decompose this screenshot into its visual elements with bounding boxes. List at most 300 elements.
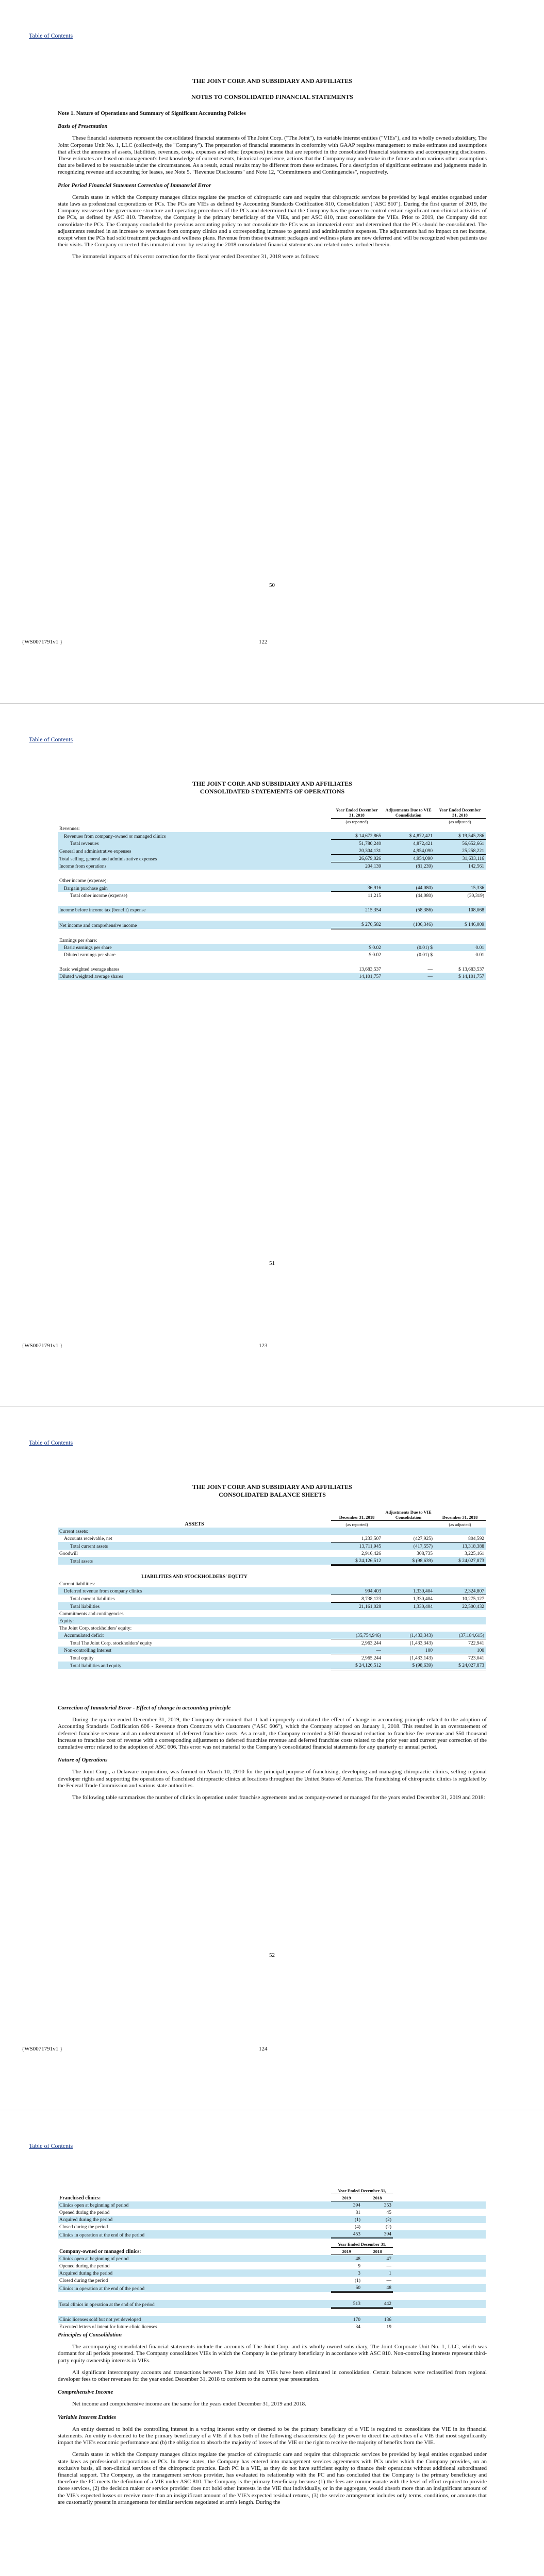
table-row [58, 2300, 486, 2308]
notes-title: NOTES TO CONSOLIDATED FINANCIAL STATEMENTS [191, 93, 353, 100]
row-label: Opened during the period [59, 2264, 110, 2269]
table-row [58, 1610, 486, 1617]
row-value [434, 870, 486, 877]
row-value: 14,101,757 [331, 973, 383, 980]
table-row [58, 929, 486, 937]
table-row [58, 870, 486, 877]
table-row [58, 1632, 486, 1639]
company-heading: THE JOINT CORP. AND SUBSIDIARY AND AFFILIATES [192, 780, 352, 787]
row-value: 47 [362, 2255, 393, 2263]
row-value: (37,184,615) [434, 1632, 486, 1639]
table-row [58, 913, 486, 921]
row-value: $ 19,545,286 [434, 832, 486, 840]
row-value: 2,916,426 [361, 1551, 381, 1556]
row-value: 11,215 [331, 892, 383, 900]
row-label: Total clinics in operation at the end of the period [58, 2300, 331, 2308]
row-label: Total current assets [58, 1542, 331, 1550]
table-row [58, 1535, 486, 1543]
row-value: 1,330,404 [383, 1595, 434, 1602]
row-label [58, 1565, 331, 1573]
row-value: (2) [385, 2225, 391, 2230]
nature-heading: Nature of Operations [58, 1757, 108, 1764]
row-value: (58,386) [383, 906, 434, 913]
table-row [58, 832, 486, 840]
table-row [58, 1662, 486, 1670]
page-4 [0, 2110, 544, 2576]
row-value: 513 [331, 2300, 362, 2308]
row-value [331, 1610, 383, 1617]
row-value: 4,954,090 [383, 847, 434, 855]
row-label: Basic weighted average shares [59, 967, 120, 972]
row-label: Acquired during the period [58, 2216, 331, 2223]
row-value: 10,275,127 [434, 1595, 486, 1602]
row-value: 1,330,404 [383, 1587, 434, 1595]
prior-period-heading: Prior Period Financial Statement Correction of Immaterial Error [58, 182, 211, 189]
row-value [383, 929, 434, 937]
table-row [58, 1542, 486, 1550]
col-subheader [383, 1521, 434, 1528]
row-value [383, 958, 434, 965]
comprehensive-text: Net income and comprehensive income are the same for the years ended December 31, 2019 and 2018. [72, 2401, 306, 2408]
col-subheader [383, 819, 434, 825]
row-value [383, 937, 434, 944]
company-heading: THE JOINT CORP. AND SUBSIDIARY AND AFFILIATES [192, 77, 352, 84]
row-value: 142,561 [434, 862, 486, 870]
row-value: 4,872,421 [383, 840, 434, 848]
table-row [58, 1654, 486, 1662]
row-value [434, 825, 486, 832]
table-row [58, 1573, 486, 1580]
row-value: (44,080) [383, 884, 434, 892]
table-row [58, 2201, 486, 2209]
row-label: Non-controlling Interest [58, 1647, 331, 1654]
row-value: 1,330,404 [383, 1602, 434, 1610]
row-value: 22,500,432 [434, 1602, 486, 1610]
table-row [58, 973, 486, 980]
table-row [58, 825, 486, 832]
correction-heading: Correction of Immaterial Error - Effect of change in accounting principle [58, 1705, 231, 1711]
row-value: — [331, 1647, 383, 1654]
col-header: Adjustments Due to VIE Consolidation [383, 1509, 434, 1521]
row-value: $ 24,126,512 [331, 1557, 383, 1565]
table-row [58, 1639, 486, 1647]
nature-text: The Joint Corp., a Delaware corporation, was formed on March 10, 2010 for the principal purpose of franchising, developing and managing chiropractic clinics, selling regional developer rights and supporting the operations of franchised chiropractic clinics at locations throughout the United States of America. The franchising of chiropractic clinics is regulated by the Federal Trade Commission and various state authorities. [58, 1769, 487, 1789]
row-value [331, 899, 383, 906]
row-value: 31,633,116 [434, 855, 486, 862]
row-value [383, 1565, 434, 1573]
row-label: Basic earnings per share [58, 944, 331, 951]
row-label [58, 929, 331, 937]
comprehensive-heading: Comprehensive Income [58, 2389, 113, 2396]
row-label: Total revenues [58, 840, 331, 848]
row-value [331, 958, 383, 965]
row-value [383, 1624, 434, 1632]
table-row [58, 1565, 486, 1573]
row-value [331, 825, 383, 832]
col-header: December 31, 2018 [434, 1509, 486, 1521]
table-row [58, 892, 486, 900]
row-label: Diluted weighted average shares [58, 973, 331, 980]
row-value: 13,683,537 [359, 967, 381, 972]
table-row [58, 1550, 486, 1557]
row-label: Equity: [58, 1617, 331, 1624]
row-label: Net income and comprehensive income [58, 921, 331, 929]
col-header: Adjustments Due to VIE Consolidation [383, 807, 434, 819]
summary-text: The following table summarizes the number of clinics in operation under franchise agreements and as company-owned or managed for the years ended December 31, 2019 and 2018: [72, 1794, 485, 1801]
company-clinics-heading: Company-owned or managed clinics: [59, 2248, 141, 2255]
row-label: Current assets: [58, 1528, 331, 1535]
table-row [58, 1580, 486, 1587]
row-value: 1 [362, 2269, 393, 2277]
col-header: Year Ended December 31, 2018 [434, 807, 486, 819]
row-value: 25,258,221 [434, 847, 486, 855]
table-row [58, 2230, 486, 2239]
row-value: $ (98,639) [383, 1557, 434, 1565]
row-value: (0.01) $ [383, 944, 434, 951]
table-row [58, 1617, 486, 1624]
table-row [58, 1587, 486, 1595]
row-value [383, 1528, 434, 1535]
row-label: Total current liabilities [70, 1597, 115, 1602]
page-2 [0, 704, 544, 1406]
row-value: 2,963,244 [331, 1639, 383, 1647]
row-value: $ 24,027,873 [434, 1557, 486, 1565]
row-label: Other income (expense): [59, 878, 108, 884]
row-label: Deferred revenue from company clinics [58, 1587, 331, 1595]
row-value [434, 1528, 486, 1535]
table-row [58, 921, 486, 929]
row-label: Income before income tax (benefit) expense [58, 906, 331, 913]
row-label [58, 899, 331, 906]
row-value: 56,652,661 [434, 840, 486, 848]
row-value: 136 [362, 2316, 393, 2323]
page-number: 52 [269, 1952, 275, 1958]
principles-heading: Principles of Consolidation [58, 2332, 122, 2338]
row-value: (0.01) $ [417, 953, 433, 958]
footer-doc-id: {WS0071791v1 } [22, 2046, 63, 2052]
row-value: 994,403 [331, 1587, 383, 1595]
footer-number: 123 [259, 1343, 268, 1349]
row-label: Goodwill [59, 1551, 78, 1556]
row-label: Clinics in operation at the end of the period [58, 2284, 331, 2292]
table-row [58, 2269, 486, 2277]
table-row [58, 2223, 486, 2230]
row-label: Total liabilities and equity [58, 1662, 331, 1670]
table-row [58, 855, 486, 862]
vie-text-2: Certain states in which the Company manages clinics regulate the practice of chiropractic care and require that chiropractic services be provided by legal entities organized under state laws as professional corporations or PCs. In these states, the Company has entered into management services agreements with PCs under which the Company provides, on an exclusive basis, all non-clinical services of the chiropractic practice. Each PC is a VIE, as they do not have sufficient equity to finance their operations without additional subordinated financial support. The Company, as the management services provider, has evaluated its relationship with the PC and has concluded that the Company is the primary beneficiary and therefore the PC meets the definition of a VIE under ASC 810. The Company is the primary beneficiary because (1) the fees are commensurate with the level of effort required to provide those services, (2) the decision maker or service provider does not hold other interests in the VIE that individually, or in the aggregate, would absorb more than an insignificant amount of the VIE's expected losses or receive more than an insignificant amount of the VIE's expected residual returns, (3) the service arrangement includes only terms, conditions, or amounts that are customarily present in arrangements for similar services negotiated at arm's length. During the [58, 2451, 487, 2505]
assets-heading: ASSETS [185, 1521, 204, 1527]
row-value: (427,925) [413, 1536, 433, 1541]
row-value: 0.01 [475, 953, 484, 958]
table-row [58, 958, 486, 965]
row-value [383, 1610, 434, 1617]
table-row [58, 862, 486, 870]
row-value: 48 [362, 2284, 393, 2292]
table-row [58, 2284, 486, 2292]
row-label: Current liabilities: [59, 1581, 95, 1587]
row-label: Total liabilities [58, 1602, 331, 1610]
row-value: (30,319) [434, 892, 486, 900]
row-value [331, 1565, 383, 1573]
row-value [434, 1573, 486, 1580]
row-value: (4) [354, 2225, 360, 2230]
row-label: Clinic licenses sold but not yet developed [58, 2316, 331, 2323]
row-label: Commitments and contingencies [59, 1611, 124, 1617]
row-value: 394 [362, 2230, 393, 2239]
table-row [58, 965, 486, 973]
franchise-heading: Franchised clinics: [59, 2195, 101, 2201]
row-label: General and administrative expenses [58, 847, 331, 855]
row-value [331, 937, 383, 944]
row-label: Accumulated deficit [58, 1632, 331, 1639]
row-value: $ 0.02 [369, 953, 381, 958]
row-value: 9 [358, 2264, 360, 2269]
row-value [383, 899, 434, 906]
row-value [331, 929, 383, 937]
table-row [58, 2277, 486, 2284]
row-value: — [383, 973, 434, 980]
row-value [331, 877, 383, 884]
row-label [58, 958, 331, 965]
table-row [58, 951, 486, 958]
row-value: 51,780,240 [331, 840, 383, 848]
row-label: Revenues: [59, 826, 80, 832]
row-value: $ 146,009 [434, 921, 486, 929]
row-value: 442 [362, 2300, 393, 2308]
table-row [58, 1602, 486, 1610]
row-value [434, 958, 486, 965]
row-value [434, 1580, 486, 1587]
table-row [58, 899, 486, 906]
vie-text: An entity deemed to hold the controlling interest in a voting interest entity or deemed to be the primary beneficiary of a VIE is required to consolidate the VIE in its financial statements. An entity is deemed to be the primary beneficiary of a VIE if it has both of the following characteristics: (a) the power to direct the activities of a VIE that most significantly impact the VIE's economic performance and (b) the obligation to absorb the majority of losses of the VIE or the right to receive the majority of benefits from the VIE. [58, 2426, 487, 2446]
row-value: 36,916 [331, 884, 383, 892]
table-row [58, 1624, 486, 1632]
row-value: 353 [362, 2201, 393, 2209]
footer-number: 122 [259, 639, 268, 645]
impact-text: The immaterial impacts of this error correction for the fiscal year ended December 31, 2018 were as follows: [72, 253, 320, 260]
row-value: $ 24,027,873 [434, 1662, 486, 1670]
row-value [383, 877, 434, 884]
operations-table [58, 807, 486, 980]
row-value: 804,592 [468, 1536, 484, 1541]
row-value [331, 1580, 383, 1587]
principles-text-2: All significant intercompany accounts and transactions between The Joint and its VIEs have been eliminated in consolidation. Certain balances were reclassified from regional developer fees to other revenues for the year ended December 31, 2018 to conform to the current year presentation. [58, 2369, 487, 2383]
row-value [434, 1565, 486, 1573]
row-value: $ 4,872,421 [383, 832, 434, 840]
row-label: Bargain purchase gain [58, 884, 331, 892]
table-row [58, 1595, 486, 1602]
row-value [331, 1573, 383, 1580]
row-value [383, 825, 434, 832]
row-label: Total selling, general and administrative expenses [58, 855, 331, 862]
row-value [331, 1624, 383, 1632]
table-row [58, 1557, 486, 1565]
basis-text: These financial statements represent the consolidated financial statements of The Joint Corp. ("The Joint"), its variable interest entities ("VIEs"), and its wholly owned subsidiary, The Joint Corporate Unit No. 1, LLC (collectively, the "Company"). The preparation of financial statements in conformity with GAAP requires management to make estimates and assumptions that affect the amounts of assets, liabilities, revenues, costs, expenses and other (expenses) income that are reported in the consolidated financial statements and accompanying disclosures. These estimates are based on management's best knowledge of current events, historical experience, actions that the Company may undertake in the future and on various other assumptions that are believed to be reasonable under the circumstances. As a result, actual results may be different from these estimates. For a description of significant estimates and judgments made in recognizing revenue and accounting for leases, see Note 5, "Revenue Disclosures" and Note 12, "Commitments and Contingencies", respectively. [58, 135, 487, 176]
row-value: (1,433,143) [383, 1654, 434, 1662]
row-label: Executed letters of intent for future clinic licenses [59, 2325, 157, 2330]
correction-text: During the quarter ended December 31, 2019, the Company determined that it had improperly calculated the effect of change in accounting principle related to the adoption of Accounting Standards Codification 606 - Revenue from Contracts with Customers ("ASC 606"), which the Company adopted on January 1, 2018. This resulted in an overstatement of deferred franchise revenue and an understatement of deferred franchise costs. As a result, the Company recorded a $150 thousand reduction to franchise fee revenue and $50 thousand increase to franchise cost of revenue with a corresponding adjustment to deferred franchise revenue and deferred franchise costs related to the prior year and current year correction of the cumulative error related to the adoption of ASC 606. This error was not material to the Company's consolidated financial statements for any quarterly or annual period. [58, 1717, 487, 1751]
toc-link[interactable]: Table of Contents [29, 32, 73, 39]
row-value: 15,336 [434, 884, 486, 892]
year-col: 2018 [362, 2248, 393, 2255]
principles-text: The accompanying consolidated financial statements include the accounts of The Joint Corp. and its wholly owned subsidiary, The Joint Corporate Unit No. 1, LLC, which was dormant for all periods presented. The Company consolidates VIEs in which the Company is the primary beneficiary in accordance with ASC 810. Non-controlling interests represent third-party equity ownership interests in VIEs. [58, 2344, 487, 2364]
col-subheader: (as adjusted) [449, 819, 471, 824]
row-label: Clinics in operation at the end of the period [58, 2230, 331, 2239]
col-subheader: (as reported) [345, 819, 368, 824]
row-value: (2) [362, 2216, 393, 2223]
row-value: 4,954,090 [383, 855, 434, 862]
row-value: 100 [434, 1647, 486, 1654]
footer-number: 124 [259, 2046, 268, 2052]
table-row [58, 884, 486, 892]
row-value: (1,433,343) [383, 1639, 434, 1647]
row-value: $ 14,101,757 [434, 973, 486, 980]
row-value: 26,679,026 [331, 855, 383, 862]
row-label: Earnings per share: [59, 938, 97, 943]
table-row [58, 1528, 486, 1535]
year-header: Year Ended December 31, [331, 2188, 393, 2194]
row-value [434, 937, 486, 944]
row-label: Clinics open at beginning of period [58, 2255, 331, 2263]
row-label: Total equity [70, 1655, 94, 1661]
row-value [434, 877, 486, 884]
row-value [383, 1617, 434, 1624]
row-label: The Joint Corp. stockholders' equity: [59, 1625, 132, 1631]
row-value: $ 13,683,537 [458, 967, 484, 972]
year-col: 2019 [331, 2194, 362, 2201]
row-value: 34 [355, 2325, 360, 2330]
footer-doc-id: {WS0071791v1 } [22, 1343, 63, 1349]
row-label: Closed during the period [59, 2225, 108, 2230]
row-value: 170 [331, 2316, 362, 2323]
row-value: (106,346) [383, 921, 434, 929]
table-row [58, 2262, 486, 2269]
vie-heading: Variable Interest Entities [58, 2414, 117, 2420]
year-col: 2019 [331, 2248, 362, 2255]
row-value [434, 899, 486, 906]
company-clinic-table [58, 2241, 486, 2330]
table-row [58, 877, 486, 884]
row-value [331, 913, 383, 921]
balance-sheet-title: CONSOLIDATED BALANCE SHEETS [219, 1491, 326, 1498]
table-row [58, 2316, 486, 2323]
prior-period-text: Certain states in which the Company manages clinics regulate the practice of chiropractic care and require that chiropractic services be provided by legal entities organized under state laws as professional corporations or PCs. The PCs are VIEs as defined by Accounting Standards Codification 810, Consolidation ("ASC 810"). During the first quarter of 2019, the Company reassessed the governance structure and operating procedures of the PCs and determined that the Company has the power to control certain significant non-clinical activities of the PCs, as defined by ASC 810. Therefore, the Company is the primary beneficiary of the VIEs, and per ASC 810, must consolidate the VIEs. Prior to 2019, the Company did not consolidate the PCs. The Company concluded the previous accounting policy to not consolidate the PCs was an immaterial error and determined that the PCs should be consolidated. The adjustments resulted in an increase to revenues from company clinics and a corresponding increase to general and administrative expenses. The adjustments had no impact on net income, except when the PCs had sold treatment packages and wellness plans. Revenue from these treatment packages and wellness plans are now deferred and will be recognized when patients use their visits. The Company corrected this immaterial error by restating the 2018 consolidated financial statements and related notes included herein. [58, 194, 487, 248]
row-label: Total The Joint Corp. stockholders' equity [70, 1640, 153, 1646]
row-label: Total assets [58, 1557, 331, 1565]
row-value [434, 929, 486, 937]
row-label: Total other income (expense) [70, 893, 127, 899]
footer-doc-id: {WS0071791v1 } [22, 639, 63, 645]
row-value: 13,318,388 [434, 1542, 486, 1550]
row-value: (44,080) [383, 892, 434, 900]
row-label [58, 870, 331, 877]
table-row [58, 2323, 486, 2330]
row-label: Accounts receivable, net [64, 1536, 112, 1541]
row-value [383, 913, 434, 921]
table-row [58, 944, 486, 951]
row-value: 19 [386, 2325, 391, 2330]
row-value: 0.01 [434, 944, 486, 951]
row-label: Clinics open at beginning of period [58, 2201, 331, 2209]
row-label: Closed during the period [59, 2278, 108, 2283]
table-row [58, 906, 486, 913]
row-label: Income from operations [58, 862, 331, 870]
row-value [434, 1610, 486, 1617]
row-value: 3,225,161 [465, 1551, 484, 1556]
row-label: LIABILITIES AND STOCKHOLDERS' EQUITY [141, 1574, 248, 1580]
year-col: 2018 [362, 2194, 393, 2201]
table-row [58, 1647, 486, 1654]
page-number: 51 [269, 1260, 275, 1266]
row-value: (1) [331, 2216, 362, 2223]
col-subheader: (as reported) [345, 1521, 368, 1527]
row-value: (417,557) [383, 1542, 434, 1550]
table-row [58, 2216, 486, 2223]
row-value [331, 870, 383, 877]
row-value [434, 1617, 486, 1624]
toc-link[interactable]: Table of Contents [29, 1439, 73, 1446]
row-value: 2,965,244 [331, 1654, 383, 1662]
row-value: 3 [331, 2269, 362, 2277]
row-value [383, 1573, 434, 1580]
row-value: 48 [331, 2255, 362, 2263]
row-value: (35,754,946) [331, 1632, 383, 1639]
row-value: 20,304,131 [331, 847, 383, 855]
table-row [58, 2209, 486, 2216]
row-value: 60 [331, 2284, 362, 2292]
row-value: 308,735 [417, 1551, 433, 1556]
toc-link[interactable]: Table of Contents [29, 736, 73, 743]
row-value: 723,041 [434, 1654, 486, 1662]
row-value: 108,068 [434, 906, 486, 913]
row-label: Opened during the period [59, 2210, 110, 2215]
row-value: — [386, 2278, 391, 2283]
row-value: 453 [331, 2230, 362, 2239]
row-value: 100 [383, 1647, 434, 1654]
toc-link[interactable]: Table of Contents [29, 2142, 73, 2149]
row-value: 8,738,123 [331, 1595, 383, 1602]
clinic-count-table [58, 2188, 486, 2239]
row-value: $ 270,582 [331, 921, 383, 929]
row-value [434, 913, 486, 921]
row-value: 13,711,945 [331, 1542, 383, 1550]
table-row [58, 840, 486, 848]
row-value: (81,239) [383, 862, 434, 870]
page-number: 50 [269, 582, 275, 588]
row-value: 1,233,507 [361, 1536, 381, 1541]
row-value: 394 [331, 2201, 362, 2209]
row-value: $ 14,672,865 [331, 832, 383, 840]
operations-title: CONSOLIDATED STATEMENTS OF OPERATIONS [200, 788, 345, 795]
row-value: 204,139 [331, 862, 383, 870]
row-label: Acquired during the period [58, 2269, 331, 2277]
col-subheader: (as adjusted) [449, 1521, 471, 1527]
year-header: Year Ended December 31, [331, 2241, 393, 2248]
balance-sheet-table [58, 1509, 486, 1670]
row-label: Revenues from company-owned or managed clinics [58, 832, 331, 840]
table-row [58, 2255, 486, 2263]
table-row [58, 847, 486, 855]
row-value: 81 [355, 2210, 360, 2215]
col-header: December 31, 2018 [331, 1509, 383, 1521]
row-value: (1,433,343) [383, 1632, 434, 1639]
row-value: 722,941 [434, 1639, 486, 1647]
row-value: — [427, 967, 433, 972]
table-row [58, 937, 486, 944]
row-label [58, 913, 331, 921]
row-label: Diluted earnings per share [64, 953, 116, 958]
page-3 [0, 1407, 544, 2110]
